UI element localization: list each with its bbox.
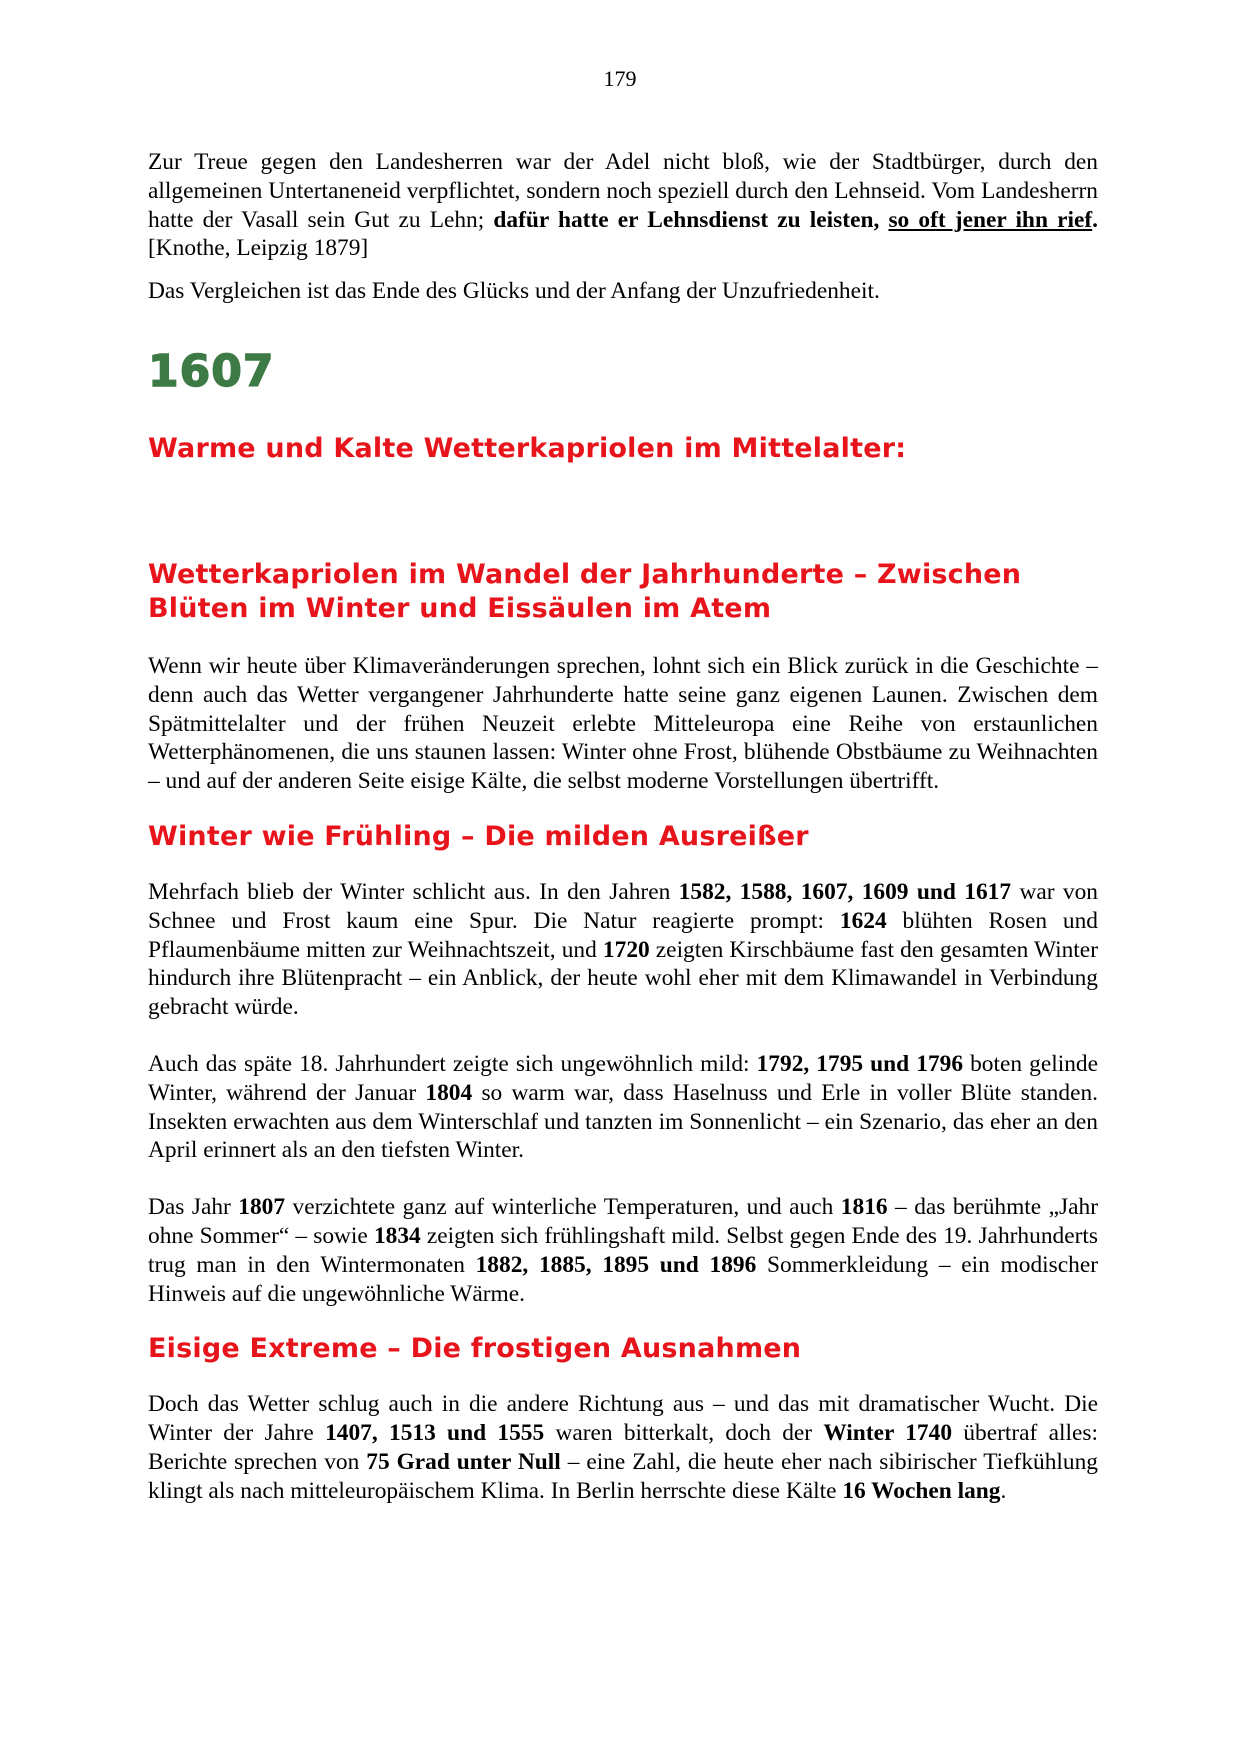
- text-run: Sommerkleidung – ein modischer Hinweis auf die ungewöhnliche Wärme.: [148, 1251, 1098, 1307]
- text-run: übertraf alles: Berichte sprechen von: [148, 1420, 1098, 1475]
- bold-text: 1407, 1513 und 1555: [325, 1420, 545, 1447]
- section-heading: Eisige Extreme – Die frostigen Ausnahmen: [148, 1333, 802, 1365]
- bold-text: 1720: [602, 936, 650, 963]
- paragraph-lehnseid: [148, 148, 1098, 263]
- page-content: [148, 148, 1098, 1506]
- text-run: boten gelinde Winter, während der Januar: [148, 1050, 1098, 1106]
- text-run: so warm war, dass Haselnuss und Erle in voller Blüte standen. Insekten erwachten aus dem Winterschlaf und tanzten im Sonnenlicht – ein Szenario, das eher an den April erinnert als an den tiefsten Winter.: [148, 1079, 1098, 1164]
- paragraph-19th-century: [148, 1193, 1098, 1308]
- text-run: blühten Rosen und Pflaumenbäume mitten zur Weihnachtszeit, und: [148, 907, 1098, 963]
- bold-text: 1582, 1588, 1607, 1609 und 1617: [678, 878, 1012, 905]
- section-heading: Wetterkapriolen im Wandel der Jahrhunderte – Zwischen Blüten im Winter und Eissäulen im Atem: [148, 558, 1022, 624]
- bold-text: 1834: [373, 1222, 421, 1249]
- text-run: Das Jahr: [148, 1194, 239, 1221]
- bold-text: 1792, 1795 und 1796: [756, 1050, 964, 1077]
- text-run: Doch das Wetter schlug auch in die andere Richtung aus – und das mit dramatischer Wucht. Die Winter der Jahre: [148, 1391, 1098, 1447]
- text-run: Mehrfach blieb der Winter schlicht aus. In den Jahren: [148, 878, 679, 905]
- section-heading: Winter wie Frühling – Die milden Ausreißer: [148, 820, 809, 852]
- page-number: 179: [603, 66, 637, 91]
- bold-text: dafür hatte er Lehnsdienst zu leisten,: [493, 206, 880, 233]
- bold-underlined-text: so oft jener ihn rief: [888, 206, 1093, 233]
- paragraph-cold-extremes: [148, 1390, 1098, 1505]
- text-run: zeigten sich frühlingshaft mild. Selbst gegen Ende des 19. Jahrhunderts trug man in den Wintermonaten: [148, 1222, 1098, 1278]
- bold-text: .: [1092, 206, 1098, 233]
- paragraph-quote: Das Vergleichen ist das Ende des Glücks und der Anfang der Unzufriedenheit.: [148, 278, 880, 305]
- bold-text: 1816: [840, 1194, 888, 1221]
- citation-text: [Knothe, Leipzig 1879]: [148, 235, 369, 262]
- text-run: Auch das späte 18. Jahrhundert zeigte sich ungewöhnlich mild:: [148, 1050, 757, 1077]
- text-run: .: [1000, 1477, 1007, 1504]
- paragraph-18th-century: [148, 1050, 1098, 1165]
- bold-text: 16 Wochen lang: [842, 1477, 1001, 1504]
- paragraph-intro: Wenn wir heute über Klimaveränderungen sprechen, lohnt sich ein Blick zurück in die Geschichte – denn auch das Wetter vergangener Jahrhunderte hatte seine ganz eigenen Launen. Zwischen dem Spätmittelalter und der frühen Neuzeit erlebte Mitteleuropa eine Reihe von erstaunlichen Wetterphänomenen, die uns staunen lassen: Winter ohne Frost, blühende Obstbäume zu Weihnachten – und auf der anderen Seite eisige Kälte, die selbst moderne Vorstellungen übertrifft.: [148, 652, 1098, 795]
- year-heading: 1607: [148, 345, 275, 397]
- paragraph-mild-winters: [148, 878, 1098, 1022]
- bold-text: 1624: [839, 907, 887, 934]
- bold-text: 1804: [425, 1079, 473, 1106]
- section-heading: Warme und Kalte Wetterkapriolen im Mittelalter:: [148, 432, 907, 464]
- text-run: verzichtete ganz auf winterliche Temperaturen, und auch: [285, 1194, 841, 1221]
- bold-text: 1807: [238, 1194, 286, 1221]
- bold-text: 75 Grad unter Null: [366, 1448, 561, 1475]
- text-run: Zur Treue gegen den Landesherren war der Adel nicht bloß, wie der Stadtbürger, durch den allgemeinen Untertaneneid verpflichtet, sondern noch speziell durch den Lehnseid. Vom Landesherrn hatte der Vasall sein Gut zu Lehn;: [148, 149, 1098, 233]
- text-run: – eine Zahl, die heute eher nach sibirischer Tiefkühlung klingt als nach mitteleuropäischem Klima. In Berlin herrschte diese Kälte: [148, 1448, 1099, 1504]
- text-run: war von Schnee und Frost kaum eine Spur. Die Natur reagierte prompt:: [148, 878, 1098, 934]
- text-run: – das berühmte „Jahr ohne Sommer“ – sowie: [148, 1194, 1098, 1249]
- text-run: waren bitterkalt, doch der: [544, 1420, 824, 1447]
- bold-text: Winter 1740: [823, 1420, 953, 1447]
- text-run: zeigten Kirschbäume fast den gesamten Winter hindurch ihre Blütenpracht – ein Anblick, der heute wohl eher mit dem Klimawandel in Verbindung gebracht würde.: [148, 936, 1098, 1021]
- bold-text: 1882, 1885, 1895 und 1896: [475, 1251, 757, 1278]
